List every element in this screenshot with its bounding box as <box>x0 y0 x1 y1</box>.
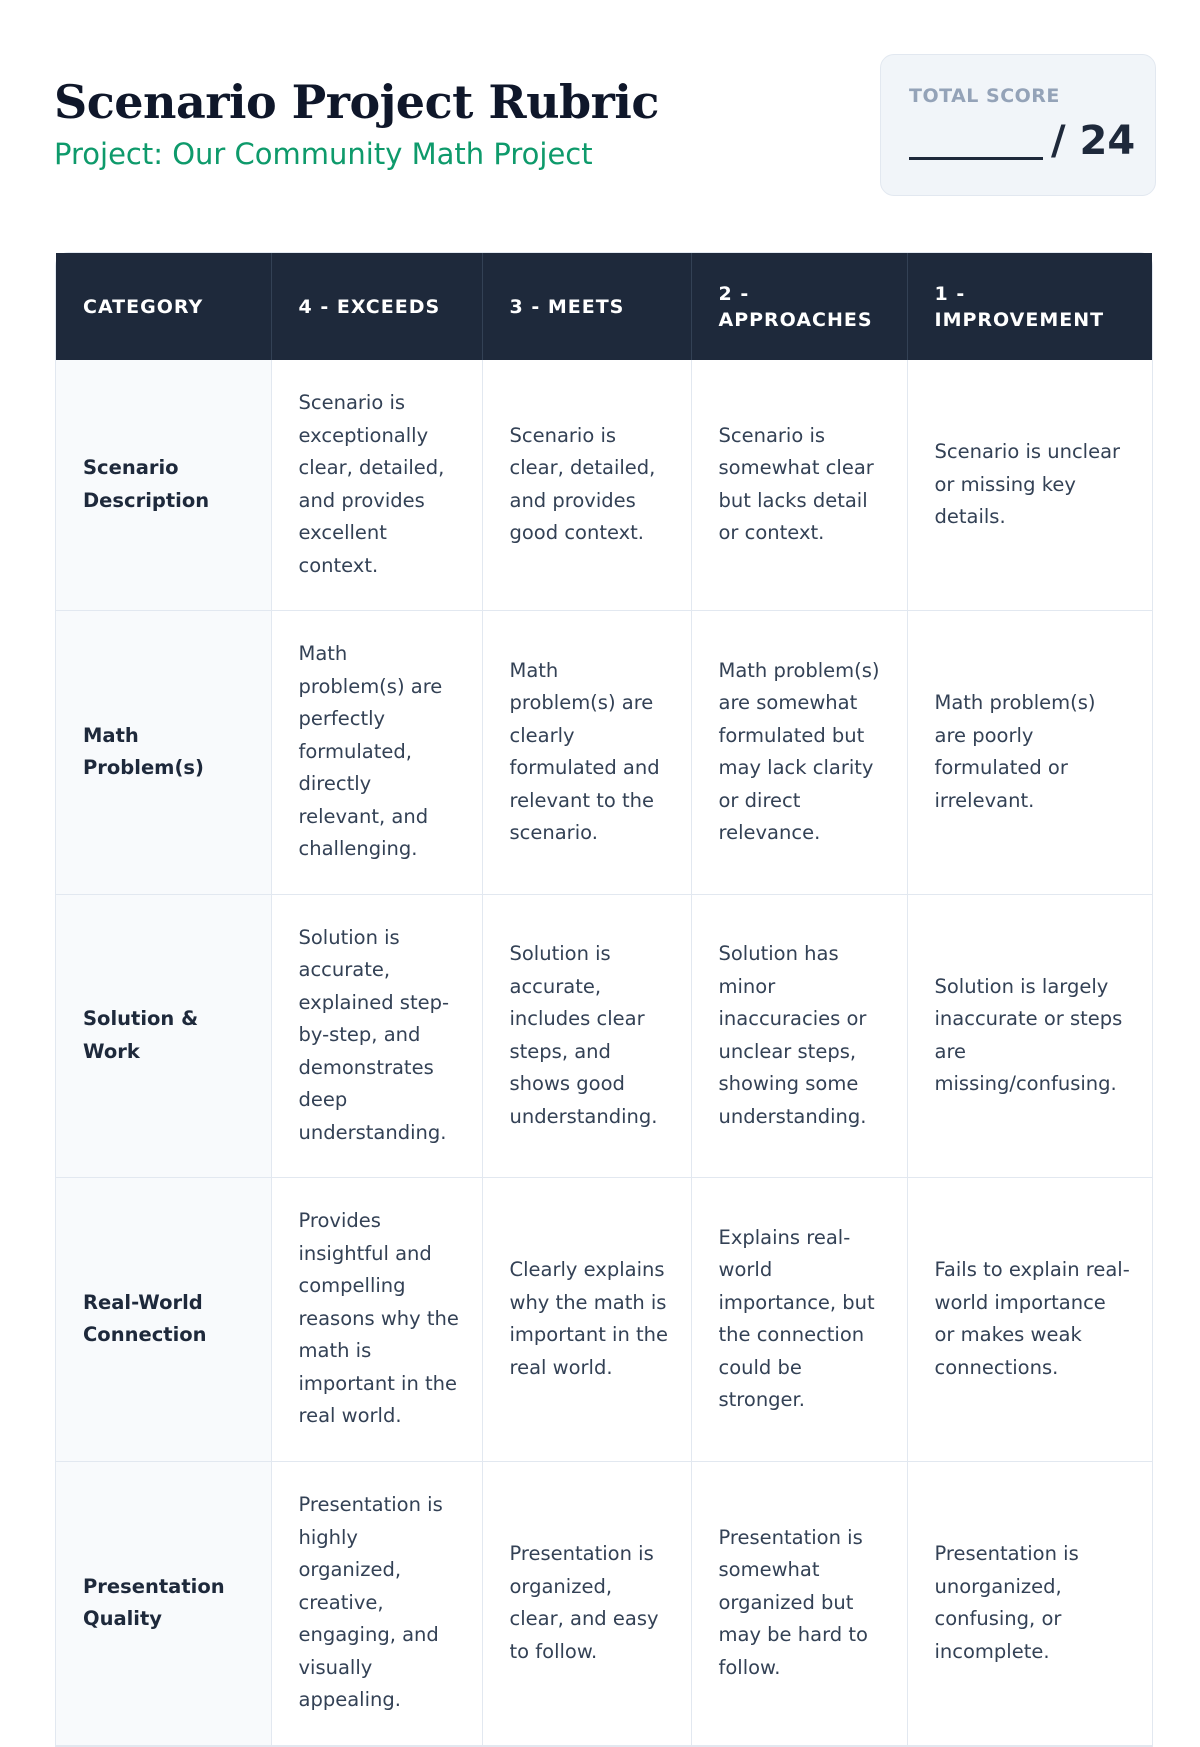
project-subtitle: Project: Our Community Math Project <box>54 137 593 171</box>
rubric-table <box>56 253 1152 1746</box>
meets-cell: Presentation is organized, clear, and easy to follow. <box>482 1461 691 1745</box>
column-header-meets: 3 - MEETS <box>482 253 691 360</box>
column-header-exceeds: 4 - EXCEEDS <box>271 253 482 360</box>
exceeds-cell: Presentation is highly organized, creative, engaging, and visually appealing. <box>271 1461 482 1745</box>
approaches-cell: Explains real-world importance, but the connection could be stronger. <box>691 1177 907 1461</box>
meets-cell: Scenario is clear, detailed, and provides good context. <box>482 360 691 610</box>
rubric-table-header <box>56 253 1152 360</box>
category-cell: Scenario Description <box>56 360 271 610</box>
exceeds-cell: Scenario is exceptionally clear, detailed, and provides excellent context. <box>271 360 482 610</box>
category-cell: Presentation Quality <box>56 1461 271 1745</box>
total-score-label: TOTAL SCORE <box>909 85 1060 107</box>
table-row <box>56 1461 1152 1745</box>
category-cell: Solution & Work <box>56 894 271 1177</box>
approaches-cell: Math problem(s) are somewhat formulated but may lack clarity or direct relevance. <box>691 610 907 894</box>
page-header <box>54 72 814 172</box>
total-score-max: / 24 <box>1051 118 1136 164</box>
exceeds-cell: Provides insightful and compelling reasons why the math is important in the real world. <box>271 1177 482 1461</box>
meets-cell: Clearly explains why the math is important in the real world. <box>482 1177 691 1461</box>
meets-cell: Solution is accurate, includes clear steps, and shows good understanding. <box>482 894 691 1177</box>
score-blank-line[interactable] <box>909 157 1043 160</box>
table-row <box>56 610 1152 894</box>
category-cell: Math Problem(s) <box>56 610 271 894</box>
rubric-table-body <box>56 360 1152 1745</box>
approaches-cell: Presentation is somewhat organized but may be hard to follow. <box>691 1461 907 1745</box>
improvement-cell: Fails to explain real-world importance or makes weak connections. <box>907 1177 1152 1461</box>
meets-cell: Math problem(s) are clearly formulated and relevant to the scenario. <box>482 610 691 894</box>
exceeds-cell: Math problem(s) are perfectly formulated, directly relevant, and challenging. <box>271 610 482 894</box>
improvement-cell: Scenario is unclear or missing key details. <box>907 360 1152 610</box>
improvement-cell: Math problem(s) are poorly formulated or irrelevant. <box>907 610 1152 894</box>
approaches-cell: Solution has minor inaccuracies or unclear steps, showing some understanding. <box>691 894 907 1177</box>
column-header-improvement: 1 - IMPROVEMENT <box>907 253 1152 360</box>
improvement-cell: Presentation is unorganized, confusing, or incomplete. <box>907 1461 1152 1745</box>
rubric-table-container <box>55 252 1153 1747</box>
approaches-cell: Scenario is somewhat clear but lacks detail or context. <box>691 360 907 610</box>
table-row <box>56 1177 1152 1461</box>
total-score-card <box>880 54 1156 196</box>
header-row <box>56 253 1152 360</box>
table-row <box>56 894 1152 1177</box>
category-cell: Real-World Connection <box>56 1177 271 1461</box>
table-row <box>56 360 1152 610</box>
page-title: Scenario Project Rubric <box>54 75 659 129</box>
improvement-cell: Solution is largely inaccurate or steps are missing/confusing. <box>907 894 1152 1177</box>
exceeds-cell: Solution is accurate, explained step-by-step, and demonstrates deep understanding. <box>271 894 482 1177</box>
column-header-approaches: 2 - APPROACHES <box>691 253 907 360</box>
column-header-category: CATEGORY <box>56 253 271 360</box>
